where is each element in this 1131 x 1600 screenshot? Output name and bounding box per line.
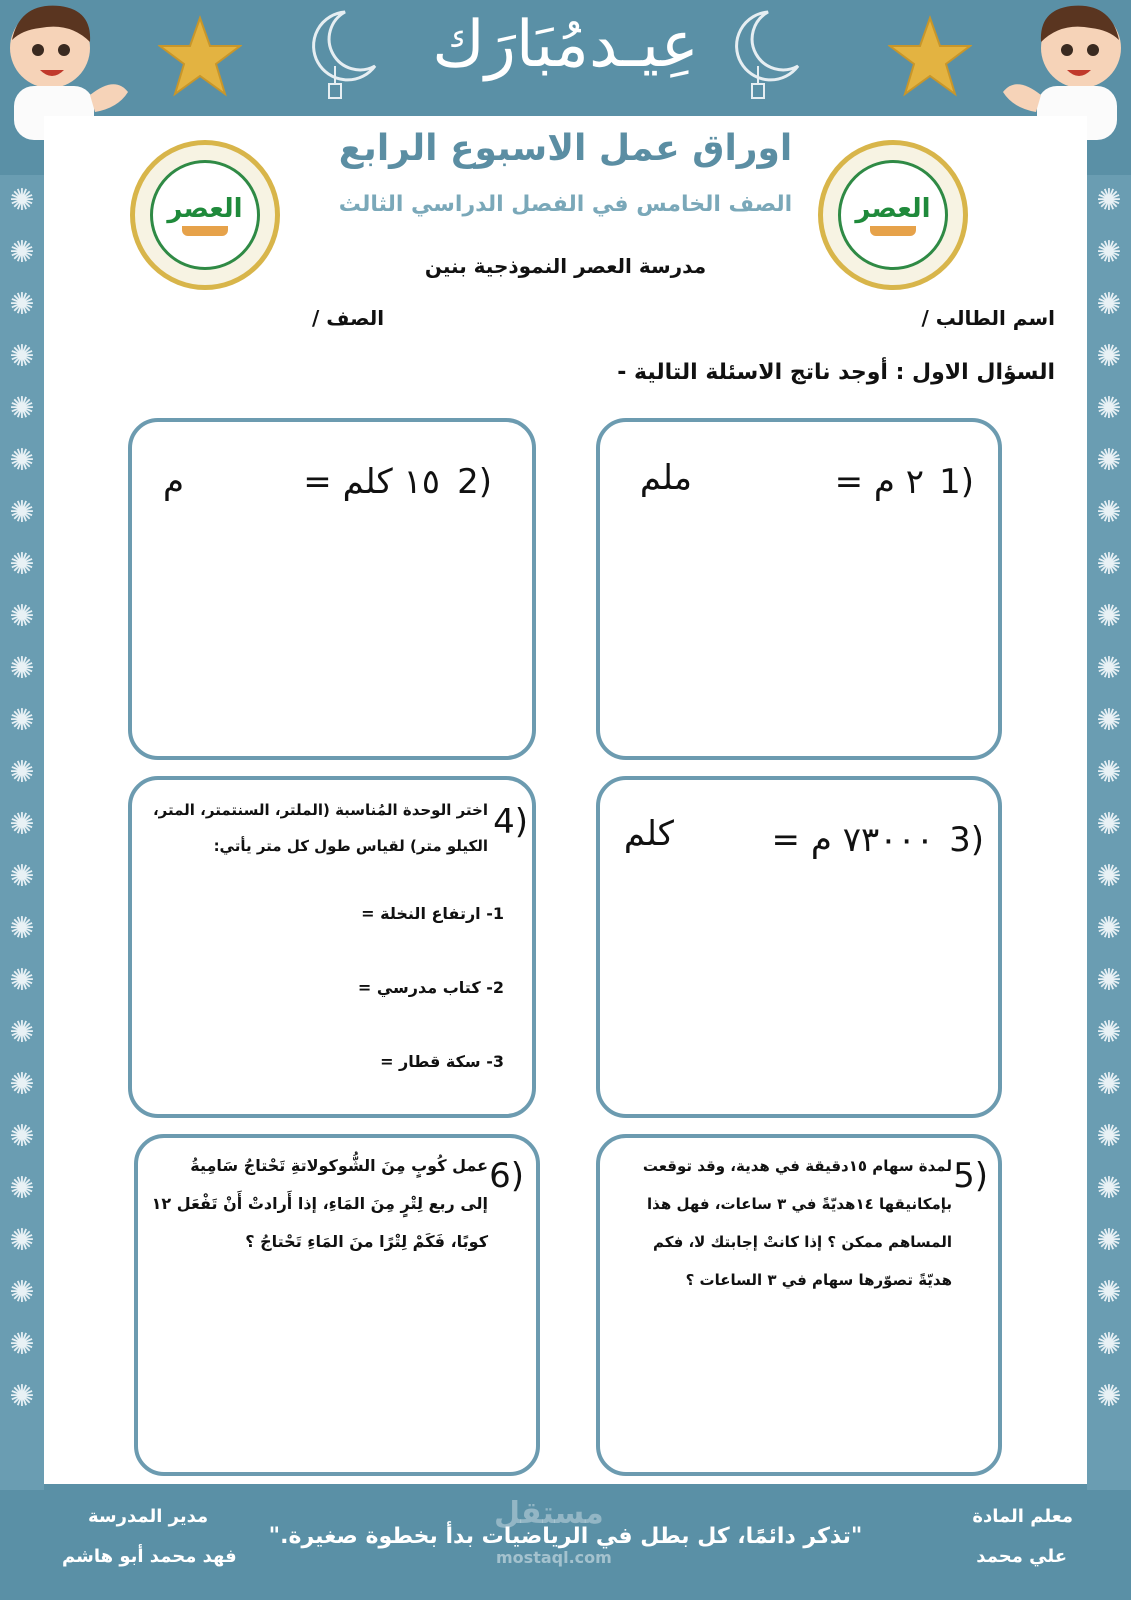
answer-unit: ملم xyxy=(639,458,692,498)
star-pattern-icon: ✺ xyxy=(1096,911,1122,946)
star-pattern-icon: ✺ xyxy=(9,287,35,322)
star-pattern-icon: ✺ xyxy=(9,235,35,270)
left-star-border xyxy=(0,175,44,1490)
star-pattern-icon: ✺ xyxy=(9,807,35,842)
star-pattern-icon: ✺ xyxy=(1096,755,1122,790)
star-pattern-icon: ✺ xyxy=(9,495,35,530)
star-pattern-icon: ✺ xyxy=(1096,1223,1122,1258)
teacher-label: معلم المادة xyxy=(972,1506,1073,1527)
choice-item: 2- كتاب مدرسي = xyxy=(357,978,504,997)
star-pattern-icon: ✺ xyxy=(1096,1171,1122,1206)
star-pattern-icon: ✺ xyxy=(1096,391,1122,426)
star-pattern-icon: ✺ xyxy=(1096,1067,1122,1102)
watermark-logo: مستقل xyxy=(494,1496,604,1531)
star-pattern-icon: ✺ xyxy=(9,1067,35,1102)
answer-unit: م xyxy=(162,462,184,502)
star-pattern-icon: ✺ xyxy=(9,1171,35,1206)
book-icon xyxy=(182,226,228,236)
teacher-name: علي محمد xyxy=(976,1546,1067,1567)
star-pattern-icon: ✺ xyxy=(1096,1119,1122,1154)
student-name-field: اسم الطالب / xyxy=(921,306,1055,330)
star-pattern-icon: ✺ xyxy=(1096,651,1122,686)
star-pattern-icon: ✺ xyxy=(1096,495,1122,530)
star-pattern-icon: ✺ xyxy=(9,443,35,478)
star-pattern-icon: ✺ xyxy=(1096,599,1122,634)
star-pattern-icon: ✺ xyxy=(9,1275,35,1310)
principal-label: مدير المدرسة xyxy=(88,1506,209,1527)
star-pattern-icon: ✺ xyxy=(1096,339,1122,374)
question-text-line: لمدة سهام ١٥دقيقة في هدية، وقد توقعت xyxy=(642,1157,952,1175)
star-pattern-icon: ✺ xyxy=(9,963,35,998)
star-pattern-icon: ✺ xyxy=(1096,703,1122,738)
school-name: مدرسة العصر النموذجية بنين xyxy=(424,254,707,278)
question-number: 2) xyxy=(457,462,492,502)
question-box-6 xyxy=(134,1134,540,1476)
section-title: السؤال الاول : أوجد ناتج الاسئلة التالية - xyxy=(617,360,1055,385)
question-box-4 xyxy=(128,776,536,1118)
question-text-line: عمل كُوبٍ مِنَ الشُّوكولاتةِ تَحْتاجُ سَامِيةُ xyxy=(190,1156,488,1175)
right-star-border xyxy=(1087,175,1131,1490)
question-number: 6) xyxy=(489,1156,524,1196)
star-pattern-icon: ✺ xyxy=(9,1327,35,1362)
star-pattern-icon: ✺ xyxy=(1096,1015,1122,1050)
star-pattern-icon: ✺ xyxy=(9,547,35,582)
question-text-line: كوبًا، فَكَمْ لِتْرًا منَ المَاءِ تَحْتاجُ ؟ xyxy=(245,1232,488,1251)
question-box-5 xyxy=(596,1134,1002,1476)
watermark-url: mostaql.com xyxy=(496,1548,612,1567)
choice-item: 3- سكة قطار = xyxy=(380,1052,504,1071)
question-text-line: إلى ربع لِتْرٍ مِنَ المَاءِ، إذا أَرادتْ أَنْ تَفْعَل ١٢ xyxy=(151,1194,488,1213)
logo-text: العصر xyxy=(167,194,243,224)
worksheet-subtitle: الصف الخامس في الفصل الدراسي الثالث xyxy=(338,192,793,217)
class-field: الصف / xyxy=(312,306,385,330)
star-pattern-icon: ✺ xyxy=(9,651,35,686)
star-pattern-icon: ✺ xyxy=(9,703,35,738)
logo-text: العصر xyxy=(855,194,931,224)
motivational-quote: "تذكر دائمًا، كل بطل في الرياضيات بدأ بخطوة صغيرة." xyxy=(268,1524,863,1549)
question-text-line: هديّةً تصوّرها سهام في ٣ الساعات ؟ xyxy=(685,1271,952,1289)
star-pattern-icon: ✺ xyxy=(1096,287,1122,322)
star-pattern-icon: ✺ xyxy=(9,1223,35,1258)
star-pattern-icon: ✺ xyxy=(1096,1275,1122,1310)
answer-unit: كلم xyxy=(623,814,674,854)
star-pattern-icon: ✺ xyxy=(1096,547,1122,582)
star-pattern-icon: ✺ xyxy=(9,339,35,374)
star-pattern-icon: ✺ xyxy=(1096,1379,1122,1414)
star-pattern-icon: ✺ xyxy=(1096,859,1122,894)
star-pattern-icon: ✺ xyxy=(9,859,35,894)
question-text-line: اختر الوحدة المُناسبة (الملتر، السنتمتر، المتر، xyxy=(152,801,488,819)
star-pattern-icon: ✺ xyxy=(9,1015,35,1050)
question-number: 5) xyxy=(953,1156,988,1196)
star-pattern-icon: ✺ xyxy=(9,391,35,426)
star-pattern-icon: ✺ xyxy=(1096,235,1122,270)
star-pattern-icon: ✺ xyxy=(1096,183,1122,218)
star-pattern-icon: ✺ xyxy=(9,755,35,790)
star-pattern-icon: ✺ xyxy=(9,183,35,218)
question-number: 4) xyxy=(493,802,528,842)
question-box-1 xyxy=(596,418,1002,760)
star-pattern-icon: ✺ xyxy=(1096,807,1122,842)
eid-greeting-title: عِيـدمُبَارَك xyxy=(432,8,699,82)
star-pattern-icon: ✺ xyxy=(1096,963,1122,998)
book-icon xyxy=(870,226,916,236)
star-pattern-icon: ✺ xyxy=(1096,443,1122,478)
question-expression: ١٥ كلم = xyxy=(303,462,440,502)
choice-item: 1- ارتفاع النخلة = xyxy=(361,904,504,923)
question-number: 3) xyxy=(949,820,984,860)
star-pattern-icon: ✺ xyxy=(9,599,35,634)
question-number: 1) xyxy=(939,462,974,502)
question-text-line: بإمكانيقها ١٤هديّةً في ٣ ساعات، فهل هذا xyxy=(647,1195,952,1213)
question-box-2 xyxy=(128,418,536,760)
question-expression: ٢ م = xyxy=(834,462,924,502)
worksheet-title: اوراق عمل الاسبوع الرابع xyxy=(338,128,793,169)
star-pattern-icon: ✺ xyxy=(9,911,35,946)
question-expression: ٧٣٠٠٠ م = xyxy=(771,820,934,860)
star-pattern-icon: ✺ xyxy=(1096,1327,1122,1362)
star-pattern-icon: ✺ xyxy=(9,1119,35,1154)
principal-name: فهد محمد أبو هاشم xyxy=(62,1546,237,1567)
question-text-line: المساهم ممكن ؟ إذا كانتْ إجابتك لا، فكم xyxy=(652,1233,952,1251)
star-pattern-icon: ✺ xyxy=(9,1379,35,1414)
question-box-3 xyxy=(596,776,1002,1118)
question-text-line: الكيلو متر) لقياس طول كل متر يأتي: xyxy=(213,837,488,855)
